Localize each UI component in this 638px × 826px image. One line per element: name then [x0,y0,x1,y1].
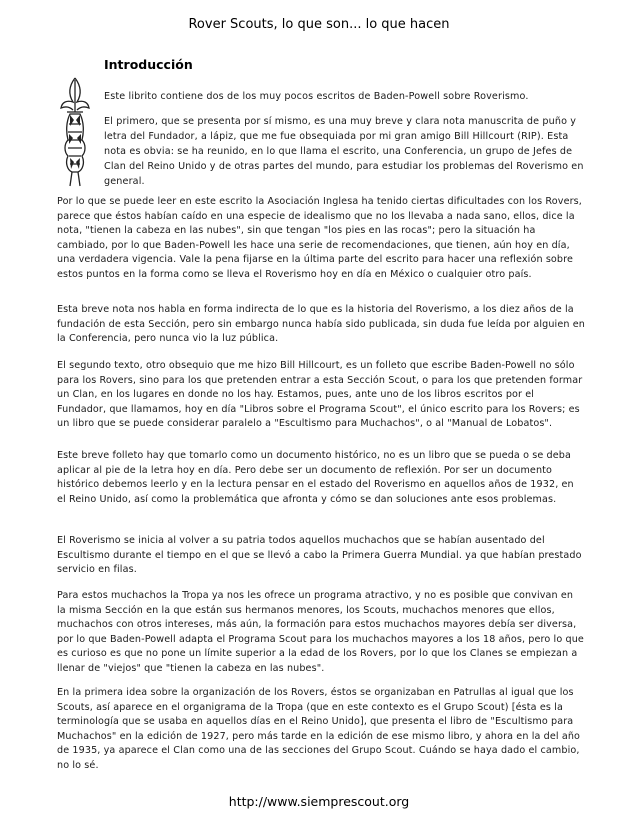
intro-paragraph: Este librito contiene dos de los muy pocos escritos de Baden-Powell sobre Roverismo. [104,91,529,102]
section-title: Introducción [104,57,193,72]
page-footer-url: http://www.siemprescout.org [228,794,410,809]
body-paragraph: Esta breve nota nos habla en forma indirecta de lo que es la historia del Roverismo, a los diez años de la fundación de esta Sección, pero sin embargo nunca había sido publicada, sin duda fue leída por alguien en la Conferencia, pero nunca vio la luz pública. [57,304,585,345]
intro-paragraph: El primero, que se presenta por sí mismo, es una muy breve y clara nota manuscrita de puño y letra del Fundador, a lápiz, que me fue obsequiada por mi gran amigo Bill Hillcourt (RIP). Esta nota es obvia: se ha reunido, en lo que llama el escrito, una Conferencia, un grupo de Jefes de Clan del Reino Unido y de otras partes del mundo, para estudiar los problemas del Roverismo en general. [104,116,584,187]
body-paragraph: El Roverismo se inicia al volver a su patria todos aquellos muchachos que se habían ausentado del Escultismo durante el tiempo en el que se llevó a cabo la Primera Guerra Mundial. ya que habían prestado servicio en filas. [57,535,582,576]
body-paragraph: Este breve folleto hay que tomarlo como un documento histórico, no es un libro que se pueda o se deba aplicar al pie de la letra hoy en día. Pero debe ser un documento de reflexión. Por ser un documento histórico debemos leerlo y en la lectura pensar en el estado del Roverismo en aquellos años de 1932, en el Reino Unido, así como la problemática que afronta y cómo se dan soluciones ante esos problemas. [57,450,574,505]
body-paragraph: Para estos muchachos la Tropa ya nos les ofrece un programa atractivo, y no es posible que convivan en la misma Sección en la que están sus hermanos menores, los Scouts, muchachos menores que ellos, muchachos con otros intereses, más aún, la formación para estos muchachos mayores debía ser diversa, por lo que Baden-Powell adapta el Programa Scout para los muchachos mayores a los 18 años, pero lo que es curioso es que no pone un límite superior a la edad de los Rovers, por lo que los Clanes se empiezan a llenar de "viejos" que "tienen la cabeza en las nubes". [57,590,584,674]
fleur-de-lis-hand-icon [56,74,94,190]
body-paragraph: El segundo texto, otro obsequio que me hizo Bill Hillcourt, es un folleto que escribe Baden-Powell no sólo para los Rovers, sino para los que pretenden entrar a esta Sección Scout, o para los que pretenden formar un Clan, en los lugares en donde no los hay. Estamos, pues, ante uno de los libros escritos por el Fundador, que llamamos, hoy en día "Libros sobre el Programa Scout", el único escrito para los Rovers; es un libro que se puede considerar paralelo a "Escultismo para Muchachos", o al "Manual de Lobatos". [57,360,583,430]
page-header: Rover Scouts, lo que son... lo que hacen [188,17,450,32]
body-paragraph: Por lo que se puede leer en este escrito la Asociación Inglesa ha tenido ciertas dificultades con los Rovers, parece que éstos habían caído en una especie de idealismo que no los llevaba a nada sano, ellos, dice la nota, "tienen la cabeza en las nubes", sin que tengan "los pies en las rocas"; pero la situación ha cambiado, por lo que Baden-Powell les hace una serie de recomendaciones, que tienen, aún hoy en día, una verdadera vigencia. Vale la pena fijarse en la última parte del escrito para hacer una reflexión sobre estos puntos en la forma como se lleva el Roverismo hoy en día en México o cualquier otro país. [57,196,582,280]
body-paragraph: En la primera idea sobre la organización de los Rovers, éstos se organizaban en Patrullas al igual que los Scouts, así aparece en el organigrama de la Tropa (que en este contexto es el Grupo Scout) [ésta es la terminología que se usaba en aquellos días en el Reino Unido], que presenta el libro de "Escultismo para Muchachos" en la edición de 1927, pero más tarde en la edición de ese mismo libro, y ahora en la del año de 1935, ya aparece el Clan como una de las secciones del Grupo Scout. Cuándo se haya dado el cambio, no lo sé. [57,687,581,771]
